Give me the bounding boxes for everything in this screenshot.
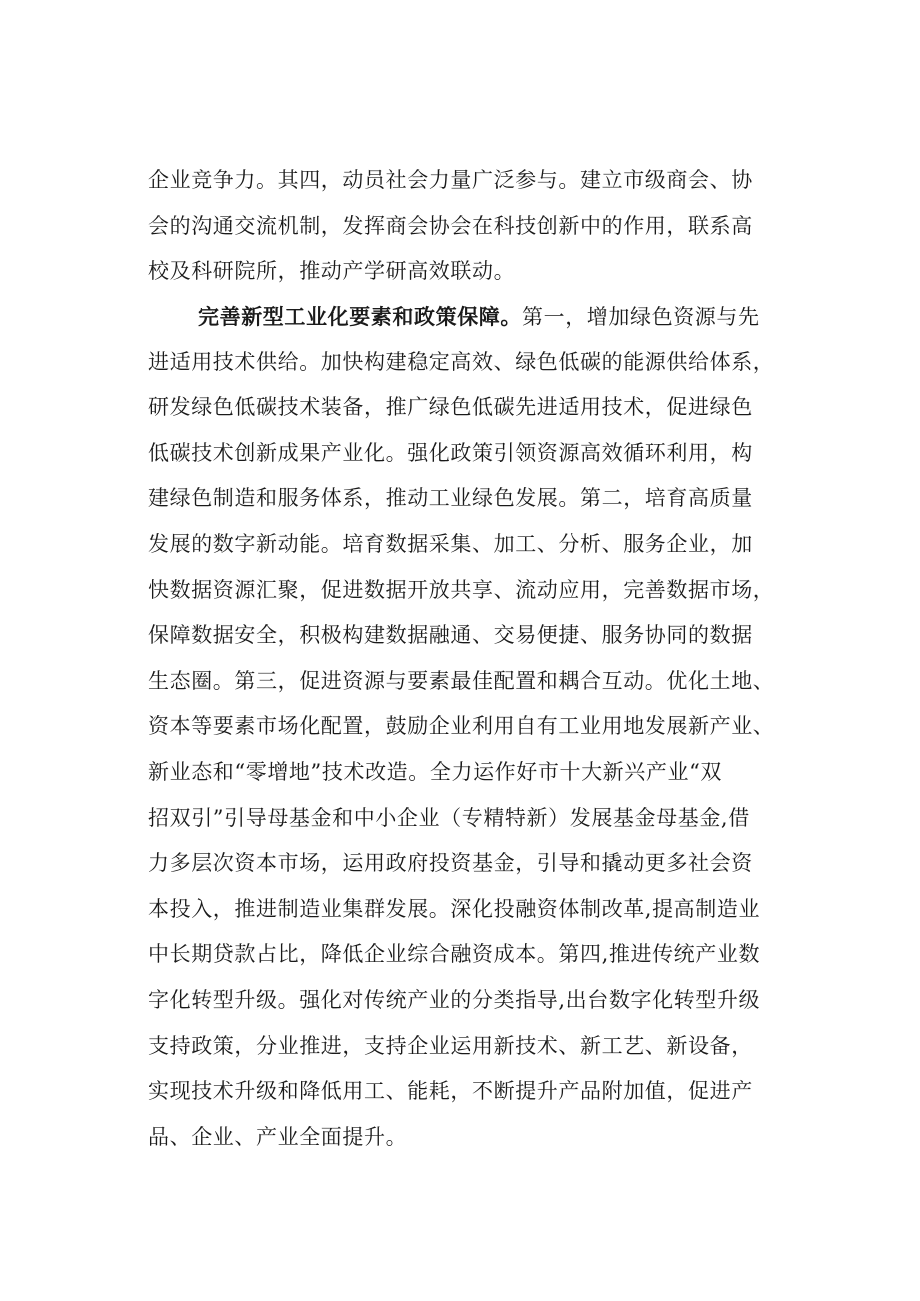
paragraph-line: 研发绿色低碳技术装备，推广绿色低碳先进适用技术，促进绿色: [148, 395, 753, 420]
paragraph-1: [148, 158, 788, 295]
paragraph-line: 生态圈。第三，促进资源与要素最佳配置和耦合互动。优化土地、: [148, 668, 775, 693]
paragraph-line: 发展的数字新动能。培育数据采集、加工、分析、服务企业，加: [148, 531, 753, 556]
paragraph-line: 低碳技术创新成果产业化。强化政策引领资源高效循环利用，构: [148, 440, 753, 465]
paragraph-line: 会的沟通交流机制，发挥商会协会在科技创新中的作用，联系高: [148, 213, 753, 238]
paragraph-first-line: [148, 294, 788, 340]
paragraph-line: 字化转型升级。强化对传统产业的分类指导,出台数字化转型升级: [148, 987, 761, 1012]
paragraph-line: 保障数据安全，积极构建数据融通、交易便捷、服务协同的数据: [148, 623, 753, 648]
paragraph-heading-continuation: 第一，增加绿色资源与先: [522, 305, 760, 329]
paragraph-line: 企业竞争力。其四，动员社会力量广泛参与。建立市级商会、协: [148, 168, 753, 192]
paragraph-heading: 完善新型工业化要素和政策保障。: [198, 304, 522, 329]
paragraph-line: 建绿色制造和服务体系，推动工业绿色发展。第二，培育高质量: [148, 486, 753, 511]
paragraph-line: 校及科研院所，推动产学研高效联动。: [148, 259, 516, 284]
paragraph-line: 实现技术升级和降低用工、能耗，不断提升产品附加值，促进产: [148, 1079, 753, 1104]
paragraph-line: 资本等要素市场化配置，鼓励企业利用自有工业用地发展新产业、: [148, 714, 775, 739]
paragraph-2: [148, 294, 788, 1160]
paragraph-line: 进适用技术供给。加快构建稳定高效、绿色低碳的能源供给体系，: [148, 349, 775, 374]
paragraph-line: 品、企业、产业全面提升。: [148, 1124, 408, 1149]
paragraph-line: 力多层次资本市场，运用政府投资基金，引导和撬动更多社会资: [148, 851, 753, 876]
paragraph-line: 招双引”引导母基金和中小企业（专精特新）发展基金母基金,借: [148, 805, 750, 830]
paragraph-line: 中长期贷款占比，降低企业综合融资成本。第四,推进传统产业数: [148, 942, 761, 967]
paragraph-line: 支持政策，分业推进，支持企业运用新技术、新工艺、新设备，: [148, 1033, 753, 1058]
paragraph-line: 新业态和“零增地”技术改造。全力运作好市十大新兴产业“双: [148, 759, 723, 784]
paragraph-line: 本投入，推进制造业集群发展。深化投融资体制改革,提高制造业: [148, 896, 761, 921]
paragraph-line: 快数据资源汇聚，促进数据开放共享、流动应用，完善数据市场，: [148, 577, 775, 602]
